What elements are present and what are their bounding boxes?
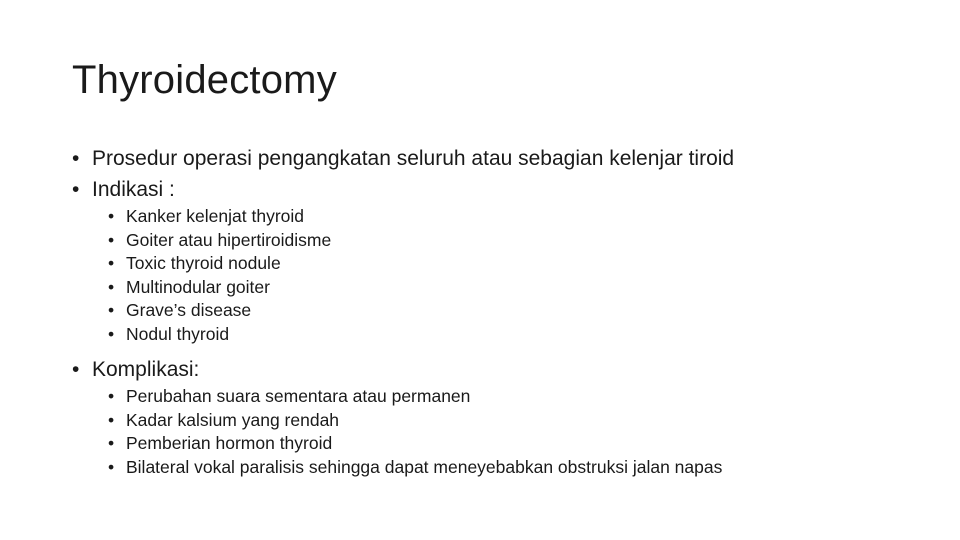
spacer	[72, 346, 932, 354]
list-item-text: Bilateral vokal paralisis sehingga dapat meneyebabkan obstruksi jalan napas	[126, 456, 723, 477]
list-item	[108, 385, 932, 409]
list-item-text: Grave’s disease	[126, 300, 252, 320]
list-item-text: Kanker kelenjat thyroid	[126, 206, 305, 226]
bullet-dot: •	[72, 358, 80, 381]
list-item	[108, 205, 932, 229]
list-item	[108, 299, 932, 323]
list-item	[108, 276, 932, 300]
bullet-dot: •	[72, 178, 80, 201]
bullet-dot: •	[108, 276, 115, 297]
list-item-text: Goiter atau hipertiroidisme	[126, 229, 332, 250]
komplikasi-list	[108, 385, 932, 479]
bullet-text: Prosedur operasi pengangkatan seluruh atau sebagian kelenjar tiroid	[92, 147, 735, 170]
bullet-dot: •	[108, 433, 115, 453]
list-item	[108, 252, 932, 276]
list-item	[108, 409, 932, 433]
bullet-dot: •	[108, 386, 115, 406]
bullet-indikasi	[72, 174, 932, 205]
list-item	[108, 229, 932, 253]
bullet-text: Komplikasi:	[92, 358, 200, 381]
bullet-dot: •	[108, 456, 115, 477]
bullet-dot: •	[108, 229, 115, 250]
bullet-dot: •	[108, 409, 115, 430]
bullet-dot: •	[108, 253, 115, 273]
list-item-text: Kadar kalsium yang rendah	[126, 409, 340, 430]
bullet-dot: •	[108, 300, 115, 320]
list-item-text: Perubahan suara sementara atau permanen	[126, 386, 471, 406]
bullet-dot: •	[72, 147, 80, 170]
bullet-dot: •	[108, 206, 115, 226]
indikasi-list	[108, 205, 932, 346]
slide-content	[72, 143, 932, 479]
bullet-dot: •	[108, 323, 115, 344]
list-item	[108, 323, 932, 347]
list-item-text: Multinodular goiter	[126, 276, 270, 297]
list-item	[108, 456, 932, 480]
bullet-text: Indikasi :	[92, 178, 175, 201]
bullet-komplikasi	[72, 354, 932, 385]
list-item	[108, 432, 932, 456]
list-item-text: Toxic thyroid nodule	[126, 253, 281, 273]
slide-title: Thyroidectomy	[72, 58, 337, 102]
list-item-text: Nodul thyroid	[126, 323, 230, 344]
bullet-prosedur	[72, 143, 932, 174]
list-item-text: Pemberian hormon thyroid	[126, 433, 333, 453]
